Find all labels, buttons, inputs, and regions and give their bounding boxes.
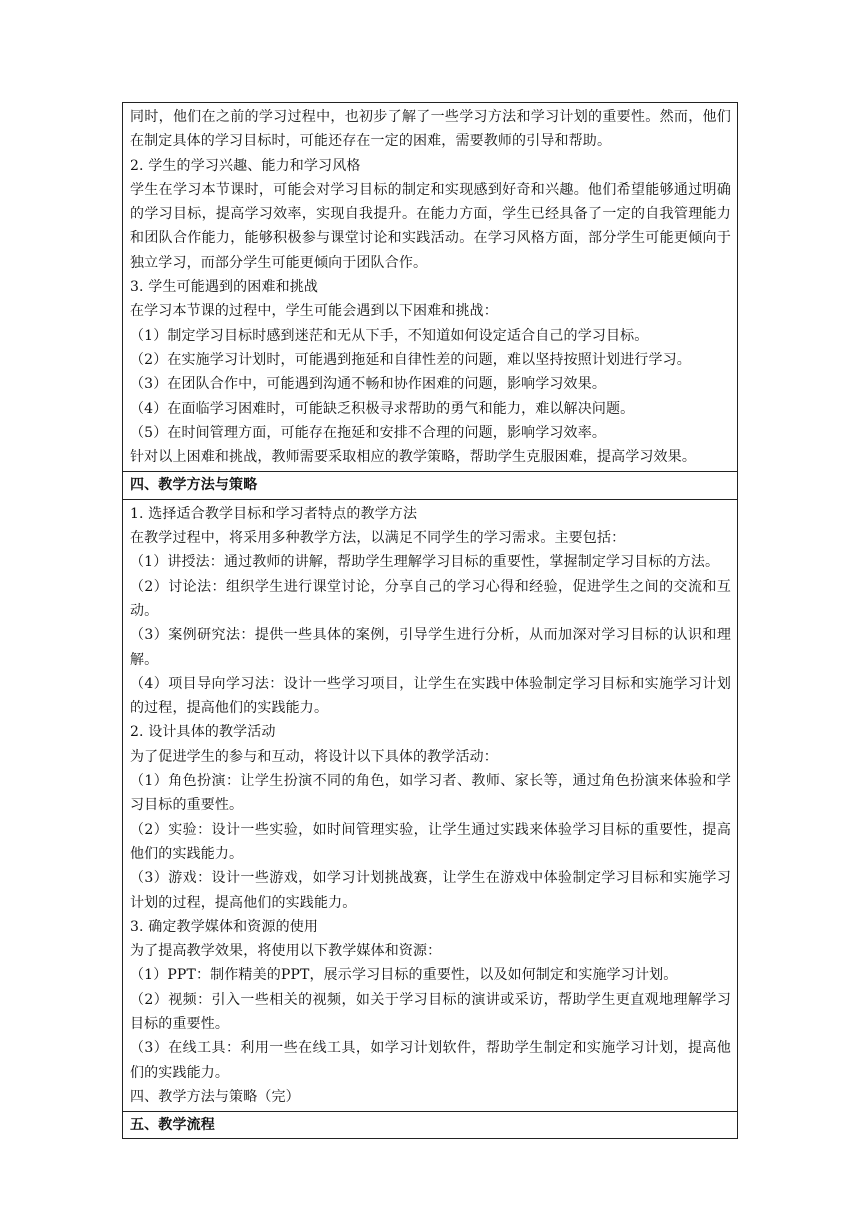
paragraph: 在教学过程中，将采用多种教学方法，以满足不同学生的学习需求。主要包括： [130,530,626,547]
paragraph: 在学习本节课的过程中，学生可能会遇到以下困难和挑战： [130,303,498,320]
student-analysis-cell [123,103,738,472]
list-item: （2）实验：设计一些实验，如时间管理实验，让学生通过实践来体验学习目标的重要性，提高他们的实践能力。 [130,821,731,862]
section-end-note: 四、教学方法与策略（完） [130,1088,300,1105]
list-item: （1）讲授法：通过教师的讲解，帮助学生理解学习目标的重要性，掌握制定学习目标的方法。 [130,554,720,571]
table-row [123,1112,738,1139]
teaching-methods-cell [123,499,738,1111]
subheading: 1. 选择适合教学目标和学习者特点的教学方法 [130,505,418,522]
list-item: （1）PPT：制作精美的PPT，展示学习目标的重要性，以及如何制定和实施学习计划。 [130,967,678,984]
paragraph: 为了促进学生的参与和互动，将设计以下具体的教学活动： [130,748,498,765]
list-item: （1）角色扮演：让学生扮演不同的角色，如学习者、教师、家长等，通过角色扮演来体验和学习目标的重要性。 [130,773,731,814]
list-item: （5）在时间管理方面，可能存在拖延和安排不合理的问题，影响学习效率。 [130,424,607,441]
section-heading: 五、教学流程 [130,1117,215,1134]
table-row [123,472,738,499]
section-heading: 四、教学方法与策略 [130,477,258,494]
paragraph: 学生在学习本节课时，可能会对学习目标的制定和实现感到好奇和兴趣。他们希望能够通过明确的学习目标，提高学习效率，实现自我提升。在能力方面，学生已经具备了一定的自我管理能力和团队合作能力，能够积极参与课堂讨论和实践活动。在学习风格方面，部分学生可能更倾向于独立学习，而部分学生可能更倾向于团队合作。 [130,181,731,271]
subheading: 3. 确定教学媒体和资源的使用 [130,918,319,935]
subheading: 3. 学生可能遇到的困难和挑战 [130,279,319,296]
section-4-heading-cell [123,472,738,499]
section-5-heading-cell [123,1112,738,1139]
list-item: （3）在线工具：利用一些在线工具，如学习计划软件，帮助学生制定和实施学习计划，提高他们的实践能力。 [130,1040,731,1081]
list-item: （3）在团队合作中，可能遇到沟通不畅和协作困难的问题，影响学习效果。 [130,376,607,393]
paragraph: 同时，他们在之前的学习过程中，也初步了解了一些学习方法和学习计划的重要性。然而，他们在制定具体的学习目标时，可能还存在一定的困难，需要教师的引导和帮助。 [130,109,731,150]
subheading: 2. 设计具体的教学活动 [130,724,276,741]
list-item: （2）视频：引入一些相关的视频，如关于学习目标的演讲或采访，帮助学生更直观地理解学习目标的重要性。 [130,991,731,1032]
list-item: （2）在实施学习计划时，可能遇到拖延和自律性差的问题，难以坚持按照计划进行学习。 [130,351,691,368]
table-row [123,499,738,1111]
list-item: （3）游戏：设计一些游戏，如学习计划挑战赛，让学生在游戏中体验制定学习目标和实施学习计划的过程，提高他们的实践能力。 [130,870,731,911]
list-item: （4）项目导向学习法：设计一些学习项目，让学生在实践中体验制定学习目标和实施学习计划的过程，提高他们的实践能力。 [130,675,731,717]
subheading: 2. 学生的学习兴趣、能力和学习风格 [130,157,361,174]
paragraph: 为了提高教学效果，将使用以下教学媒体和资源： [130,943,442,960]
lesson-plan-table [122,102,738,1139]
list-item: （2）讨论法：组织学生进行课堂讨论，分享自己的学习心得和经验，促进学生之间的交流和互动。 [130,578,731,619]
paragraph: 针对以上困难和挑战，教师需要采取相应的教学策略，帮助学生克服困难，提高学习效果。 [130,449,696,466]
list-item: （4）在面临学习困难时，可能缺乏积极寻求帮助的勇气和能力，难以解决问题。 [130,400,635,417]
list-item: （1）制定学习目标时感到迷茫和无从下手，不知道如何设定适合自己的学习目标。 [130,327,649,344]
table-row [123,103,738,472]
list-item: （3）案例研究法：提供一些具体的案例，引导学生进行分析，从而加深对学习目标的认识和理解。 [130,627,731,668]
